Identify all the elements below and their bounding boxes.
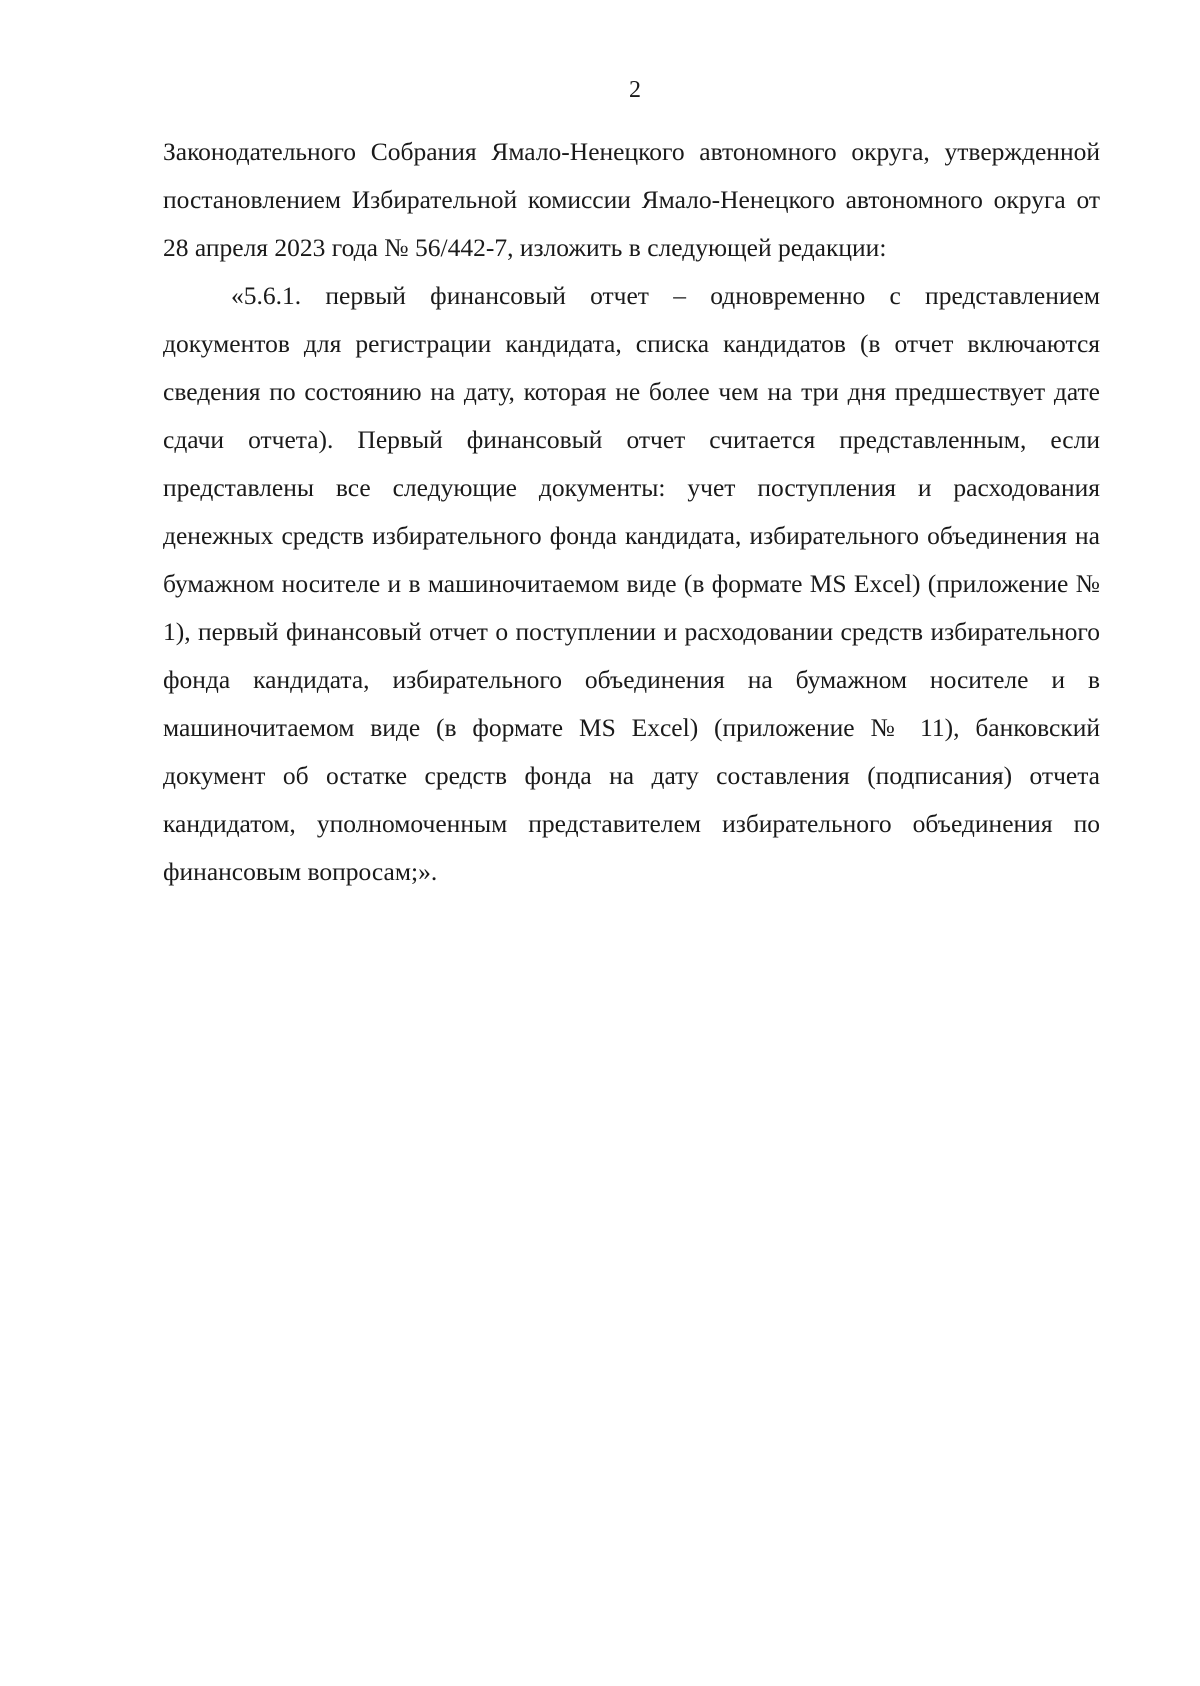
paragraph-clause-5-6-1: «5.6.1. первый финансовый отчет – одновременно с представлением документов для регистрации кандидата, списка кандидатов (в отчет включаются сведения по состоянию на дату, которая не более чем на три дня предшествует дате сдачи отчета). Первый финансовый отчет считается представленным, если представлены все следующие документы: учет поступления и расходования денежных средств избирательного фонда кандидата, избирательного объединения на бумажном носителе и в машиночитаемом виде (в формате MS Excel) (приложение № 1), первый финансовый отчет о поступлении и расходовании средств избирательного фонда кандидата, избирательного объединения на бумажном носителе и в машиночитаемом виде (в формате MS Excel) (приложение № 11), банковский документ об остатке средств фонда на дату составления (подписания) отчета кандидатом, уполномоченным представителем избирательного объединения по финансовым вопросам;».	[163, 281, 1100, 886]
page-number: 2	[629, 77, 641, 103]
paragraph-continuation: Законодательного Собрания Ямало-Ненецкого автономного округа, утвержденной постановлением Избирательной комиссии Ямало-Ненецкого автономного округа от 28 апреля 2023 года № 56/442-7, изложить в следующей редакции:	[163, 137, 1100, 262]
document-body	[163, 128, 1100, 896]
